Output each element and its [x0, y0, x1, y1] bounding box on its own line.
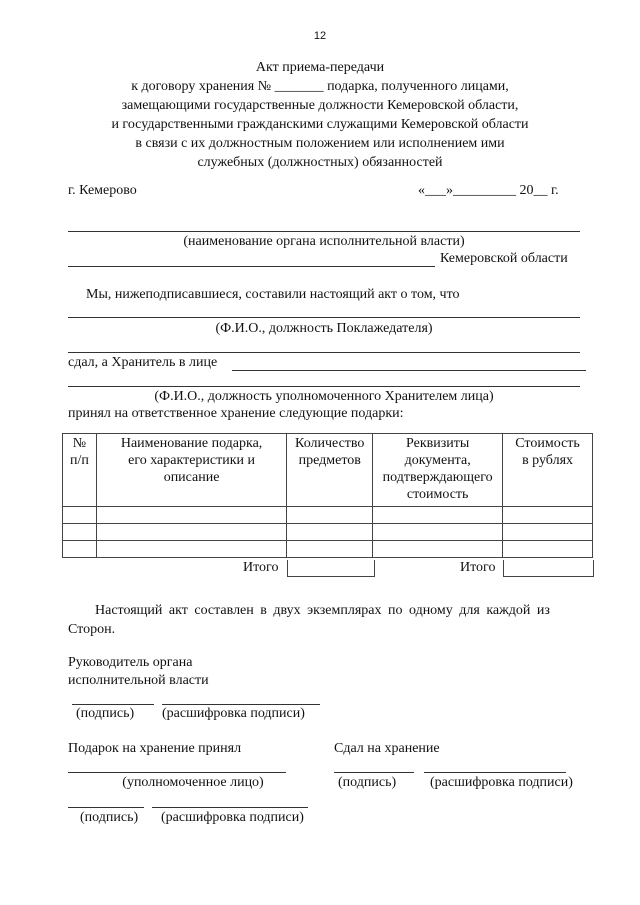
total-label-cost: Итого: [460, 560, 496, 575]
gifts-table: [62, 433, 593, 558]
column-header-cost: Стоимость в рублях: [503, 434, 593, 507]
table-cell[interactable]: [96, 541, 286, 558]
receiver-signature-line: [68, 807, 144, 808]
donor-line-2: [68, 352, 580, 353]
authorized-line: [68, 772, 286, 773]
organ-name-line: [68, 231, 580, 232]
authorized-caption: (уполномоченное лицо): [122, 775, 264, 790]
keeper-line-2: [68, 386, 580, 387]
conclusion-line-1: Настоящий акт составлен в двух экземплярах по одному для каждой из: [95, 603, 550, 618]
city: г. Кемерово: [68, 183, 137, 198]
handover-sign-caption: (подпись): [338, 775, 397, 790]
title-line: Акт приема-передачи: [255, 60, 385, 75]
head-decode-caption: (расшифровка подписи): [162, 706, 305, 721]
title-line: замещающими государственные должности Кемеровской области,: [121, 98, 519, 113]
column-header-number: № п/п: [63, 434, 97, 507]
head-decode-line: [162, 704, 320, 705]
head-sign-caption: (подпись): [76, 706, 135, 721]
table-cell[interactable]: [63, 541, 97, 558]
title-line: и государственными гражданскими служащими Кемеровской области: [111, 117, 529, 132]
region-suffix: Кемеровской области: [440, 251, 568, 266]
handover-decode-line: [424, 772, 566, 773]
table-cell[interactable]: [503, 507, 593, 524]
table-cell[interactable]: [503, 524, 593, 541]
table-cell[interactable]: [373, 541, 503, 558]
table-cell[interactable]: [63, 524, 97, 541]
column-header-quantity: Количество предметов: [287, 434, 373, 507]
receiver-decode-caption: (расшифровка подписи): [161, 810, 304, 825]
column-header-document: Реквизиты документа, подтверждающего стоимость: [373, 434, 503, 507]
table-cell[interactable]: [96, 507, 286, 524]
title-line: служебных (должностных) обязанностей: [197, 155, 443, 170]
column-header-name: Наименование подарка, его характеристики и описание: [96, 434, 286, 507]
title-line: к договору хранения № _______ подарка, полученного лицами,: [131, 79, 509, 94]
total-quantity-cell[interactable]: [287, 560, 375, 577]
table-cell[interactable]: [287, 524, 373, 541]
head-signature-line: [72, 704, 154, 705]
handed-text: сдал, а Хранитель в лице: [68, 355, 218, 370]
table-header-row: [63, 434, 593, 507]
keeper-caption: (Ф.И.О., должность уполномоченного Хранителем лица): [154, 389, 494, 404]
page-number: 12: [313, 30, 327, 42]
handover-signature-line: [334, 772, 414, 773]
head-title-2: исполнительной власти: [68, 673, 209, 688]
receiver-decode-line: [152, 807, 308, 808]
table-cell[interactable]: [287, 541, 373, 558]
date-field: «___»_________ 20__ г.: [418, 183, 559, 198]
table-cell[interactable]: [373, 507, 503, 524]
total-label-quantity: Итого: [243, 560, 279, 575]
table-cell[interactable]: [503, 541, 593, 558]
donor-line: [68, 317, 580, 318]
table-row: [63, 524, 593, 541]
total-cost-cell[interactable]: [503, 560, 594, 577]
organ-name-line-2: [68, 266, 435, 267]
keeper-line: [232, 370, 586, 371]
table-row: [63, 541, 593, 558]
accepted-gift-label: Подарок на хранение принял: [68, 741, 242, 756]
title-line: в связи с их должностным положением или исполнением ими: [135, 136, 505, 151]
table-cell[interactable]: [96, 524, 286, 541]
handed-over-label: Сдал на хранение: [334, 741, 440, 756]
handover-decode-caption: (расшифровка подписи): [430, 775, 573, 790]
table-cell[interactable]: [63, 507, 97, 524]
intro-text: Мы, нижеподписавшиеся, составили настоящий акт о том, что: [86, 287, 460, 302]
conclusion-line-2: Сторон.: [68, 622, 116, 637]
head-title-1: Руководитель органа: [68, 655, 193, 670]
receiver-sign-caption: (подпись): [80, 810, 139, 825]
document-title: [0, 58, 640, 172]
organ-caption: (наименование органа исполнительной власти): [183, 234, 465, 249]
table-cell[interactable]: [287, 507, 373, 524]
table-row: [63, 507, 593, 524]
donor-caption: (Ф.И.О., должность Поклажедателя): [215, 321, 433, 336]
table-cell[interactable]: [373, 524, 503, 541]
accepted-text: принял на ответственное хранение следующие подарки:: [68, 406, 404, 421]
